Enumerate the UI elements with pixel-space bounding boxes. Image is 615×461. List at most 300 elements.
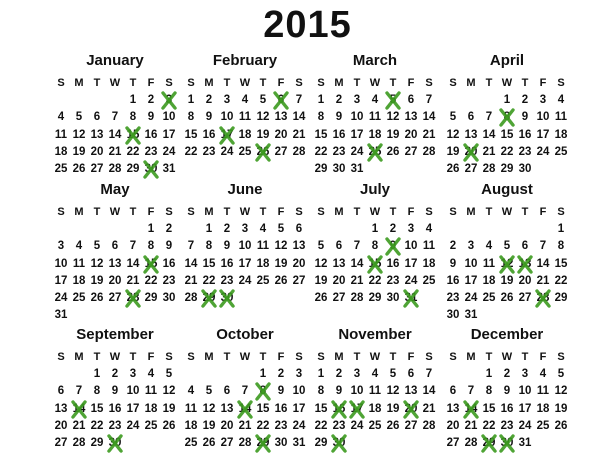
day-cell[interactable]: 14 (462, 401, 480, 418)
day-cell[interactable]: 2 (165, 223, 173, 236)
day-cell[interactable]: 27 (464, 162, 478, 175)
day-cell[interactable]: 26 (202, 436, 216, 449)
day-cell[interactable]: 15 (366, 256, 384, 273)
day-cell[interactable]: 5 (205, 385, 213, 398)
day-cell[interactable]: 23 (162, 274, 176, 287)
day-cell[interactable]: 22 (184, 145, 198, 158)
day-cell[interactable]: 6 (335, 240, 343, 253)
day-cell[interactable]: 12 (274, 240, 288, 253)
day-cell[interactable]: 23 (332, 145, 346, 158)
day-cell[interactable]: 25 (482, 291, 496, 304)
day-cell[interactable]: 5 (557, 368, 565, 381)
day-cell[interactable]: 25 (72, 291, 86, 304)
day-cell[interactable]: 9 (223, 240, 231, 253)
day-cell[interactable]: 28 (72, 436, 86, 449)
day-cell[interactable]: 23 (386, 274, 400, 287)
day-cell[interactable]: 14 (422, 385, 436, 398)
day-cell[interactable]: 4 (241, 94, 249, 107)
day-cell[interactable]: 24 (350, 419, 364, 432)
day-cell[interactable]: 22 (500, 145, 514, 158)
day-cell[interactable]: 17 (292, 402, 306, 415)
day-cell[interactable]: 8 (205, 240, 213, 253)
day-cell[interactable]: 18 (144, 402, 158, 415)
day-cell[interactable]: 7 (353, 240, 361, 253)
day-cell[interactable]: 8 (371, 240, 379, 253)
day-cell[interactable]: 25 (256, 274, 270, 287)
day-cell[interactable]: 7 (187, 240, 195, 253)
day-cell[interactable]: 14 (292, 111, 306, 124)
day-cell[interactable]: 20 (332, 274, 346, 287)
day-cell[interactable]: 3 (129, 368, 137, 381)
day-cell[interactable]: 24 (404, 274, 418, 287)
day-cell[interactable]: 10 (350, 111, 364, 124)
day-cell[interactable]: 28 (464, 436, 478, 449)
day-cell[interactable]: 21 (464, 419, 478, 432)
day-cell[interactable]: 4 (147, 368, 155, 381)
day-cell[interactable]: 15 (482, 402, 496, 415)
day-cell[interactable]: 12 (90, 257, 104, 270)
day-cell[interactable]: 22 (368, 274, 382, 287)
day-cell[interactable]: 16 (500, 402, 514, 415)
day-cell[interactable]: 25 (366, 144, 384, 161)
day-cell[interactable]: 22 (314, 145, 328, 158)
day-cell[interactable]: 27 (108, 291, 122, 304)
day-cell[interactable]: 11 (72, 257, 86, 270)
day-cell[interactable]: 10 (220, 111, 234, 124)
day-cell[interactable]: 6 (223, 385, 231, 398)
day-cell[interactable]: 27 (518, 291, 532, 304)
day-cell[interactable]: 12 (498, 256, 516, 273)
day-cell[interactable]: 4 (259, 223, 267, 236)
day-cell[interactable]: 12 (386, 385, 400, 398)
day-cell[interactable]: 2 (147, 94, 155, 107)
day-cell[interactable]: 29 (200, 290, 218, 307)
day-cell[interactable]: 17 (126, 402, 140, 415)
day-cell[interactable]: 26 (446, 162, 460, 175)
day-cell[interactable]: 24 (126, 419, 140, 432)
day-cell[interactable]: 3 (241, 223, 249, 236)
day-cell[interactable]: 8 (93, 385, 101, 398)
day-cell[interactable]: 5 (277, 223, 285, 236)
day-cell[interactable]: 31 (518, 436, 532, 449)
day-cell[interactable]: 26 (314, 291, 328, 304)
day-cell[interactable]: 3 (521, 368, 529, 381)
day-cell[interactable]: 2 (503, 368, 511, 381)
day-cell[interactable]: 22 (482, 419, 496, 432)
day-cell[interactable]: 2 (335, 94, 343, 107)
day-cell[interactable]: 1 (371, 223, 379, 236)
day-cell[interactable]: 8 (254, 383, 272, 400)
day-cell[interactable]: 23 (274, 419, 288, 432)
day-cell[interactable]: 18 (368, 128, 382, 141)
day-cell[interactable]: 16 (202, 128, 216, 141)
day-cell[interactable]: 30 (106, 435, 124, 452)
day-cell[interactable]: 18 (184, 419, 198, 432)
day-cell[interactable]: 2 (389, 223, 397, 236)
day-cell[interactable]: 29 (254, 435, 272, 452)
day-cell[interactable]: 28 (292, 145, 306, 158)
day-cell[interactable]: 21 (126, 274, 140, 287)
day-cell[interactable]: 29 (480, 435, 498, 452)
day-cell[interactable]: 22 (314, 419, 328, 432)
day-cell[interactable]: 15 (500, 128, 514, 141)
day-cell[interactable]: 5 (449, 111, 457, 124)
day-cell[interactable]: 13 (404, 385, 418, 398)
day-cell[interactable]: 6 (407, 94, 415, 107)
day-cell[interactable]: 10 (292, 385, 306, 398)
day-cell[interactable]: 1 (557, 223, 565, 236)
day-cell[interactable]: 24 (350, 145, 364, 158)
day-cell[interactable]: 5 (259, 94, 267, 107)
day-cell[interactable]: 25 (144, 419, 158, 432)
day-cell[interactable]: 10 (464, 257, 478, 270)
day-cell[interactable]: 25 (368, 419, 382, 432)
day-cell[interactable]: 23 (500, 419, 514, 432)
day-cell[interactable]: 18 (422, 257, 436, 270)
day-cell[interactable]: 18 (554, 128, 568, 141)
day-cell[interactable]: 1 (147, 223, 155, 236)
day-cell[interactable]: 13 (332, 257, 346, 270)
day-cell[interactable]: 12 (554, 385, 568, 398)
day-cell[interactable]: 8 (187, 111, 195, 124)
day-cell[interactable]: 10 (518, 385, 532, 398)
day-cell[interactable]: 17 (238, 257, 252, 270)
day-cell[interactable]: 7 (539, 240, 547, 253)
day-cell[interactable]: 28 (422, 145, 436, 158)
day-cell[interactable]: 13 (516, 256, 534, 273)
day-cell[interactable]: 17 (464, 274, 478, 287)
day-cell[interactable]: 10 (126, 385, 140, 398)
day-cell[interactable]: 16 (162, 257, 176, 270)
day-cell[interactable]: 9 (335, 111, 343, 124)
day-cell[interactable]: 10 (54, 257, 68, 270)
day-cell[interactable]: 14 (126, 257, 140, 270)
day-cell[interactable]: 3 (223, 94, 231, 107)
day-cell[interactable]: 6 (407, 368, 415, 381)
day-cell[interactable]: 24 (536, 145, 550, 158)
day-cell[interactable]: 12 (446, 128, 460, 141)
day-cell[interactable]: 2 (449, 240, 457, 253)
day-cell[interactable]: 24 (162, 145, 176, 158)
day-cell[interactable]: 11 (368, 385, 382, 398)
day-cell[interactable]: 1 (205, 223, 213, 236)
day-cell[interactable]: 18 (256, 257, 270, 270)
day-cell[interactable]: 20 (54, 419, 68, 432)
day-cell[interactable]: 27 (54, 436, 68, 449)
day-cell[interactable]: 31 (402, 290, 420, 307)
day-cell[interactable]: 24 (464, 291, 478, 304)
day-cell[interactable]: 15 (314, 402, 328, 415)
day-cell[interactable]: 2 (277, 368, 285, 381)
day-cell[interactable]: 11 (256, 240, 270, 253)
day-cell[interactable]: 7 (467, 385, 475, 398)
day-cell[interactable]: 8 (129, 111, 137, 124)
day-cell[interactable]: 23 (202, 145, 216, 158)
day-cell[interactable]: 29 (90, 436, 104, 449)
day-cell[interactable]: 11 (144, 385, 158, 398)
day-cell[interactable]: 18 (238, 128, 252, 141)
day-cell[interactable]: 13 (54, 402, 68, 415)
day-cell[interactable]: 24 (292, 419, 306, 432)
day-cell[interactable]: 20 (446, 419, 460, 432)
day-cell[interactable]: 27 (404, 419, 418, 432)
day-cell[interactable]: 25 (422, 274, 436, 287)
day-cell[interactable]: 6 (272, 92, 290, 109)
day-cell[interactable]: 18 (368, 402, 382, 415)
day-cell[interactable]: 21 (422, 128, 436, 141)
day-cell[interactable]: 31 (292, 436, 306, 449)
day-cell[interactable]: 25 (238, 145, 252, 158)
day-cell[interactable]: 11 (554, 111, 568, 124)
day-cell[interactable]: 21 (72, 419, 86, 432)
day-cell[interactable]: 1 (259, 368, 267, 381)
day-cell[interactable]: 11 (238, 111, 252, 124)
day-cell[interactable]: 9 (384, 238, 402, 255)
day-cell[interactable]: 4 (539, 368, 547, 381)
day-cell[interactable]: 16 (518, 128, 532, 141)
day-cell[interactable]: 30 (332, 162, 346, 175)
day-cell[interactable]: 23 (446, 291, 460, 304)
day-cell[interactable]: 11 (536, 385, 550, 398)
day-cell[interactable]: 21 (536, 274, 550, 287)
day-cell[interactable]: 21 (292, 128, 306, 141)
day-cell[interactable]: 22 (144, 274, 158, 287)
day-cell[interactable]: 23 (518, 145, 532, 158)
day-cell[interactable]: 25 (536, 419, 550, 432)
day-cell[interactable]: 12 (314, 257, 328, 270)
day-cell[interactable]: 13 (274, 111, 288, 124)
day-cell[interactable]: 14 (536, 257, 550, 270)
day-cell[interactable]: 26 (162, 419, 176, 432)
day-cell[interactable]: 14 (108, 128, 122, 141)
day-cell[interactable]: 13 (292, 240, 306, 253)
day-cell[interactable]: 19 (446, 145, 460, 158)
day-cell[interactable]: 19 (256, 128, 270, 141)
day-cell[interactable]: 9 (521, 111, 529, 124)
day-cell[interactable]: 4 (371, 94, 379, 107)
day-cell[interactable]: 3 (407, 223, 415, 236)
day-cell[interactable]: 28 (124, 290, 142, 307)
day-cell[interactable]: 29 (314, 436, 328, 449)
day-cell[interactable]: 13 (90, 128, 104, 141)
day-cell[interactable]: 28 (350, 291, 364, 304)
day-cell[interactable]: 30 (386, 291, 400, 304)
day-cell[interactable]: 25 (184, 436, 198, 449)
day-cell[interactable]: 31 (54, 309, 68, 322)
day-cell[interactable]: 3 (295, 368, 303, 381)
day-cell[interactable]: 12 (162, 385, 176, 398)
day-cell[interactable]: 19 (314, 274, 328, 287)
day-cell[interactable]: 7 (425, 368, 433, 381)
day-cell[interactable]: 24 (220, 145, 234, 158)
day-cell[interactable]: 11 (422, 240, 436, 253)
day-cell[interactable]: 28 (482, 162, 496, 175)
day-cell[interactable]: 23 (332, 419, 346, 432)
day-cell[interactable]: 12 (72, 128, 86, 141)
day-cell[interactable]: 20 (90, 145, 104, 158)
day-cell[interactable]: 14 (236, 401, 254, 418)
day-cell[interactable]: 20 (402, 401, 420, 418)
day-cell[interactable]: 12 (386, 111, 400, 124)
day-cell[interactable]: 15 (256, 402, 270, 415)
day-cell[interactable]: 19 (72, 145, 86, 158)
day-cell[interactable]: 21 (482, 145, 496, 158)
day-cell[interactable]: 30 (142, 161, 160, 178)
day-cell[interactable]: 26 (274, 274, 288, 287)
day-cell[interactable]: 22 (554, 274, 568, 287)
day-cell[interactable]: 15 (184, 128, 198, 141)
day-cell[interactable]: 5 (384, 92, 402, 109)
day-cell[interactable]: 7 (425, 94, 433, 107)
day-cell[interactable]: 10 (238, 240, 252, 253)
day-cell[interactable]: 26 (254, 144, 272, 161)
day-cell[interactable]: 3 (353, 94, 361, 107)
day-cell[interactable]: 23 (144, 145, 158, 158)
day-cell[interactable]: 9 (335, 385, 343, 398)
day-cell[interactable]: 11 (368, 111, 382, 124)
day-cell[interactable]: 27 (404, 145, 418, 158)
day-cell[interactable]: 31 (350, 162, 364, 175)
day-cell[interactable]: 26 (500, 291, 514, 304)
day-cell[interactable]: 21 (108, 145, 122, 158)
day-cell[interactable]: 10 (162, 111, 176, 124)
day-cell[interactable]: 16 (220, 257, 234, 270)
day-cell[interactable]: 29 (314, 162, 328, 175)
day-cell[interactable]: 16 (330, 401, 348, 418)
day-cell[interactable]: 16 (386, 257, 400, 270)
day-cell[interactable]: 7 (241, 385, 249, 398)
day-cell[interactable]: 25 (54, 162, 68, 175)
day-cell[interactable]: 3 (353, 368, 361, 381)
day-cell[interactable]: 21 (350, 274, 364, 287)
day-cell[interactable]: 9 (503, 385, 511, 398)
day-cell[interactable]: 23 (220, 274, 234, 287)
day-cell[interactable]: 28 (238, 436, 252, 449)
day-cell[interactable]: 8 (498, 109, 516, 126)
day-cell[interactable]: 18 (482, 274, 496, 287)
day-cell[interactable]: 5 (503, 240, 511, 253)
day-cell[interactable]: 19 (386, 128, 400, 141)
day-cell[interactable]: 19 (386, 402, 400, 415)
day-cell[interactable]: 26 (72, 162, 86, 175)
day-cell[interactable]: 11 (482, 257, 496, 270)
day-cell[interactable]: 30 (274, 436, 288, 449)
day-cell[interactable]: 13 (404, 111, 418, 124)
day-cell[interactable]: 6 (111, 240, 119, 253)
day-cell[interactable]: 15 (90, 402, 104, 415)
day-cell[interactable]: 4 (75, 240, 83, 253)
day-cell[interactable]: 21 (184, 274, 198, 287)
day-cell[interactable]: 22 (126, 145, 140, 158)
day-cell[interactable]: 7 (75, 385, 83, 398)
day-cell[interactable]: 17 (218, 127, 236, 144)
day-cell[interactable]: 20 (274, 128, 288, 141)
day-cell[interactable]: 6 (93, 111, 101, 124)
day-cell[interactable]: 15 (554, 257, 568, 270)
day-cell[interactable]: 2 (205, 94, 213, 107)
day-cell[interactable]: 10 (536, 111, 550, 124)
day-cell[interactable]: 25 (554, 145, 568, 158)
day-cell[interactable]: 1 (503, 94, 511, 107)
day-cell[interactable]: 24 (518, 419, 532, 432)
day-cell[interactable]: 18 (54, 145, 68, 158)
day-cell[interactable]: 9 (147, 111, 155, 124)
day-cell[interactable]: 19 (500, 274, 514, 287)
day-cell[interactable]: 9 (449, 257, 457, 270)
day-cell[interactable]: 20 (108, 274, 122, 287)
day-cell[interactable]: 22 (256, 419, 270, 432)
day-cell[interactable]: 1 (187, 94, 195, 107)
day-cell[interactable]: 18 (536, 402, 550, 415)
day-cell[interactable]: 3 (160, 92, 178, 109)
day-cell[interactable]: 21 (238, 419, 252, 432)
day-cell[interactable]: 26 (90, 291, 104, 304)
day-cell[interactable]: 8 (485, 385, 493, 398)
day-cell[interactable]: 7 (295, 94, 303, 107)
day-cell[interactable]: 28 (534, 290, 552, 307)
day-cell[interactable]: 8 (317, 111, 325, 124)
day-cell[interactable]: 2 (111, 368, 119, 381)
day-cell[interactable]: 4 (557, 94, 565, 107)
day-cell[interactable]: 30 (446, 309, 460, 322)
day-cell[interactable]: 12 (256, 111, 270, 124)
day-cell[interactable]: 27 (332, 291, 346, 304)
day-cell[interactable]: 8 (147, 240, 155, 253)
day-cell[interactable]: 20 (404, 128, 418, 141)
day-cell[interactable]: 4 (57, 111, 65, 124)
day-cell[interactable]: 1 (129, 94, 137, 107)
day-cell[interactable]: 19 (162, 402, 176, 415)
day-cell[interactable]: 10 (350, 385, 364, 398)
day-cell[interactable]: 15 (124, 127, 142, 144)
day-cell[interactable]: 3 (467, 240, 475, 253)
day-cell[interactable]: 20 (292, 257, 306, 270)
day-cell[interactable]: 18 (72, 274, 86, 287)
day-cell[interactable]: 19 (554, 402, 568, 415)
day-cell[interactable]: 16 (332, 128, 346, 141)
day-cell[interactable]: 14 (184, 257, 198, 270)
day-cell[interactable]: 9 (205, 111, 213, 124)
day-cell[interactable]: 10 (404, 240, 418, 253)
day-cell[interactable]: 6 (467, 111, 475, 124)
day-cell[interactable]: 27 (274, 145, 288, 158)
day-cell[interactable]: 14 (350, 257, 364, 270)
day-cell[interactable]: 1 (317, 94, 325, 107)
day-cell[interactable]: 9 (165, 240, 173, 253)
day-cell[interactable]: 17 (404, 257, 418, 270)
day-cell[interactable]: 7 (129, 240, 137, 253)
day-cell[interactable]: 17 (350, 128, 364, 141)
day-cell[interactable]: 28 (184, 291, 198, 304)
day-cell[interactable]: 27 (446, 436, 460, 449)
day-cell[interactable]: 5 (165, 368, 173, 381)
day-cell[interactable]: 1 (485, 368, 493, 381)
day-cell[interactable]: 6 (449, 385, 457, 398)
day-cell[interactable]: 6 (57, 385, 65, 398)
day-cell[interactable]: 26 (554, 419, 568, 432)
day-cell[interactable]: 30 (162, 291, 176, 304)
day-cell[interactable]: 2 (335, 368, 343, 381)
day-cell[interactable]: 4 (485, 240, 493, 253)
day-cell[interactable]: 1 (93, 368, 101, 381)
day-cell[interactable]: 23 (108, 419, 122, 432)
day-cell[interactable]: 19 (274, 257, 288, 270)
day-cell[interactable]: 20 (220, 419, 234, 432)
day-cell[interactable]: 16 (446, 274, 460, 287)
day-cell[interactable]: 27 (220, 436, 234, 449)
day-cell[interactable]: 13 (108, 257, 122, 270)
day-cell[interactable]: 13 (464, 128, 478, 141)
